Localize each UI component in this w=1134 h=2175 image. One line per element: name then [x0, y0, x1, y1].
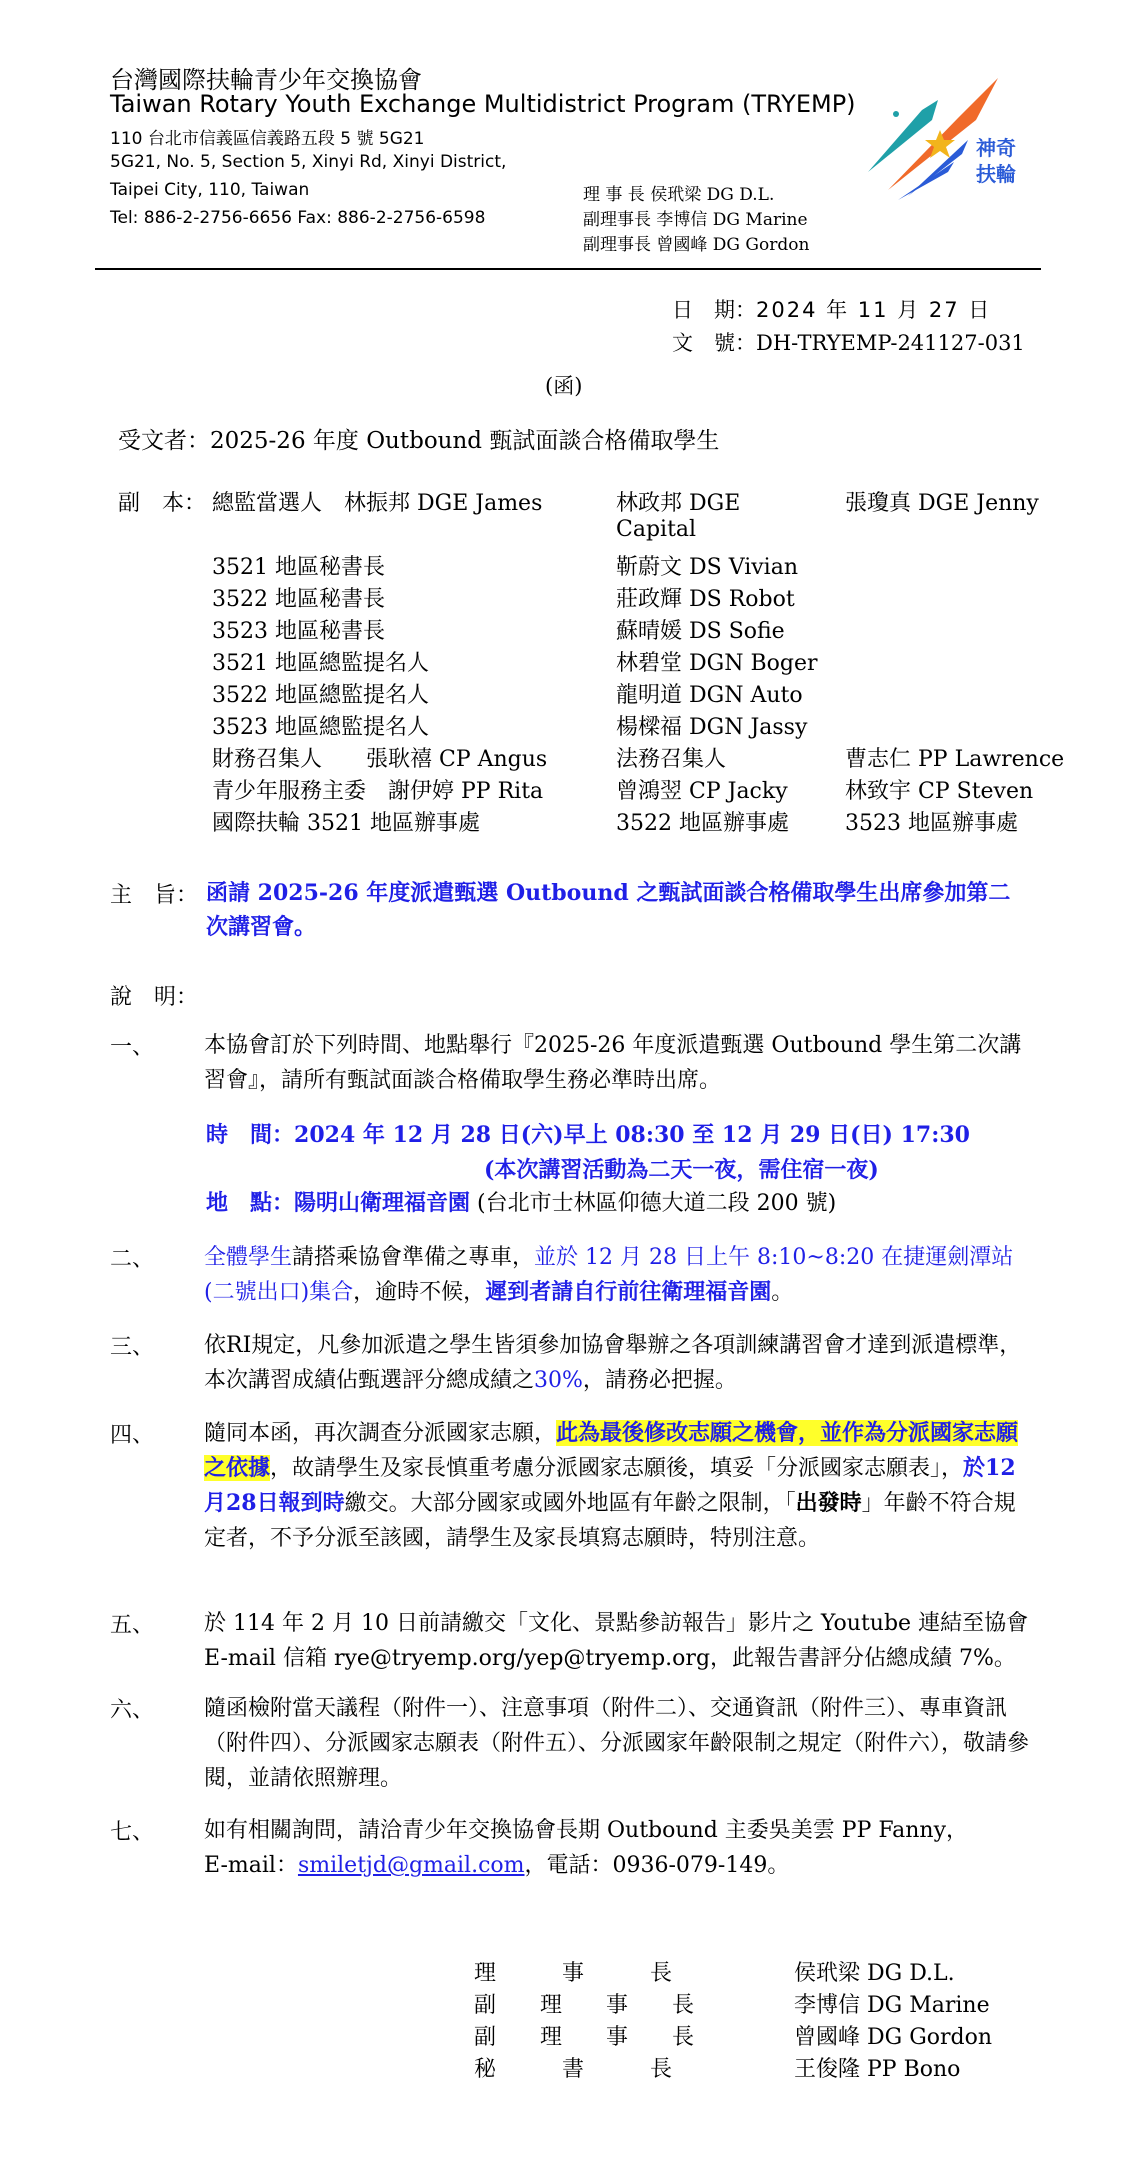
signature-title: 秘 書 長	[474, 2057, 673, 2082]
item-3-percentage: 30%	[534, 1368, 583, 1393]
item-3-text	[204, 1328, 1036, 1398]
signature-name: 曾國峰 DG Gordon	[794, 2025, 993, 2050]
address-line-1: 110 台北市信義區信義路五段 5 號 5G21	[110, 129, 425, 149]
time-note: (本次講習活動為二天一夜，需住宿一夜)	[484, 1157, 879, 1183]
item-2-all-students: 全體學生	[204, 1245, 293, 1270]
cc-entry: 曹志仁 PP Lawrence	[845, 747, 1065, 772]
item-7-email-label: E-mail：	[204, 1853, 298, 1878]
tryemp-logo	[858, 70, 1028, 210]
item-4-intro: 隨同本函，再次調查分派國家志願，	[204, 1421, 557, 1446]
item-4-number: 四、	[110, 1423, 155, 1448]
item-5-number: 五、	[110, 1613, 155, 1638]
item-4-age-intro: 繳交。大部分國家或國外地區有年齡之限制，「	[344, 1491, 796, 1516]
item-3-number: 三、	[110, 1335, 155, 1360]
time-value: 2024 年 12 月 28 日(六)早上 08:30 至 12 月 29 日(日) 17:30	[294, 1122, 970, 1148]
item-2-number: 二、	[110, 1247, 155, 1272]
cc-entry: 林政邦 DGE	[616, 491, 741, 516]
cc-entry: 國際扶輪 3521 地區辦事處	[212, 811, 480, 836]
logo-text-1: 神奇	[976, 136, 1016, 160]
date-line	[672, 294, 991, 324]
cc-entry: 林碧堂 DGN Boger	[616, 651, 818, 676]
cc-entry: Capital	[616, 517, 697, 542]
cc-label: 副 本：	[118, 491, 207, 516]
subject-label: 主 旨：	[110, 883, 199, 908]
item-2-text	[204, 1240, 1036, 1310]
header-divider	[95, 268, 1041, 270]
item-7-contact: 如有相關詢問，請洽青少年交換協會長期 Outbound 主委吳美雲 PP Fanny，	[204, 1818, 969, 1843]
item-5-text: 於 114 年 2 月 10 日前請繳交「文化、景點參訪報告」影片之 Youtube 連結至協會 E-mail 信箱 rye@tryemp.org/yep@tryemp.org，此報告書評分佔總成績 7%。	[204, 1611, 1029, 1671]
explanation-label: 說 明：	[110, 985, 199, 1010]
item-4-body: ，故請學生及家長慎重考慮分派國家志願後，填妥「分派國家志願表」，	[270, 1456, 964, 1481]
cc-entry: 青少年服務主委 謝伊婷 PP Rita	[212, 779, 544, 804]
cc-entry: 莊政輝 DS Robot	[616, 587, 795, 612]
cc-entry: 3521 地區秘書長	[212, 555, 385, 580]
event-place	[206, 1186, 836, 1217]
item-7-number: 七、	[110, 1820, 155, 1845]
signature-title: 副 理 事 長	[474, 1993, 695, 2018]
cc-entry: 靳蔚文 DS Vivian	[616, 555, 798, 580]
cc-entry: 張瓊真 DGE Jenny	[845, 491, 1039, 516]
cc-entry: 楊樑福 DGN Jassy	[616, 715, 808, 740]
item-3-body: 依RI規定，凡參加派遣之學生皆須參加協會舉辦之各項訓練講習會才達到派遣標準，本次講習成績佔甄選評分總成績之	[204, 1333, 1022, 1393]
signature-name: 李博信 DG Marine	[794, 1993, 990, 2018]
cc-entry: 3522 地區秘書長	[212, 587, 385, 612]
date-value: 2024 年 11 月 27 日	[756, 298, 992, 322]
item-2-no-wait: ，逾時不候，	[353, 1280, 486, 1305]
cc-entry: 3523 地區總監提名人	[212, 715, 429, 740]
event-time	[206, 1118, 970, 1149]
logo-text-2: 扶輪	[976, 162, 1016, 186]
address-line-3: Taipei City, 110, Taiwan	[110, 180, 310, 200]
cc-entry: 3521 地區總監提名人	[212, 651, 429, 676]
signature-title: 副 理 事 長	[474, 2025, 695, 2050]
letter-type: (函)	[545, 374, 583, 398]
cc-entry: 總監當選人 林振邦 DGE James	[212, 491, 543, 516]
doc-number-label: 文 號：	[672, 331, 756, 355]
subject-text: 函請 2025-26 年度派遣甄選 Outbound 之甄試面談合格備取學生出席參加第二次講習會。	[206, 880, 1011, 940]
item-2-end: 。	[771, 1280, 794, 1305]
org-name-zh: 台灣國際扶輪青少年交換協會	[110, 66, 422, 94]
cc-entry: 曾鴻翌 CP Jacky	[616, 779, 788, 804]
cc-entry: 蘇晴媛 DS Sofie	[616, 619, 785, 644]
cc-entry: 3522 地區辦事處	[616, 811, 789, 836]
item-6-number: 六、	[110, 1698, 155, 1723]
address-line-2: 5G21, No. 5, Section 5, Xinyi Rd, Xinyi District,	[110, 152, 507, 172]
doc-number-line	[672, 327, 1025, 357]
doc-number-value: DH-TRYEMP-241127-031	[756, 331, 1025, 355]
cc-entry: 3522 地區總監提名人	[212, 683, 429, 708]
item-1-text: 本協會訂於下列時間、地點舉行『2025-26 年度派遣甄選 Outbound 學生第二次講習會』，請所有甄試面談合格備取學生務必準時出席。	[204, 1033, 1022, 1093]
item-7-phone: ，電話：0936-079-149。	[524, 1853, 790, 1878]
item-4-highlight: 此為最後修改志願之機會，並作為分派國家志願之依據	[204, 1420, 1019, 1481]
item-6-text: 隨函檢附當天議程（附件一）、注意事項（附件二）、交通資訊（附件三）、專車資訊（附件四）、分派國家志願表（附件五）、分派國家年齡限制之規定（附件六），敬請參閱，並請依照辦理。	[204, 1696, 1030, 1791]
item-2-meeting-point: 並於 12 月 28 日上午 8:10~8:20 在捷運劍潭站(二號出口)集合	[204, 1245, 1014, 1305]
org-name-en: Taiwan Rotary Youth Exchange Multidistrict Program (TRYEMP)	[110, 90, 856, 118]
item-7-text	[204, 1813, 1036, 1883]
item-2-bus: 請搭乘協會準備之專車，	[292, 1245, 535, 1270]
item-4-deadline: 於12月28日報到時	[204, 1455, 1016, 1516]
place-address: (台北市士林區仰德大道二段 200 號)	[470, 1191, 837, 1216]
cc-entry: 3523 地區辦事處	[845, 811, 1018, 836]
signature-name: 王俊隆 PP Bono	[794, 2057, 961, 2082]
item-2-late-notice: 遲到者請自行前往衛理福音園	[485, 1279, 772, 1305]
time-label: 時 間：	[206, 1122, 295, 1148]
cc-entry: 法務召集人	[616, 747, 727, 772]
officer-vice-president-2: 副理事長 曾國峰 DG Gordon	[583, 235, 810, 255]
item-4-text	[204, 1416, 1036, 1556]
contact-line: Tel: 886-2-2756-6656 Fax: 886-2-2756-6598	[110, 208, 486, 228]
recipient: 受文者：2025-26 年度 Outbound 甄試面談合格備取學生	[118, 428, 720, 454]
item-1-number: 一、	[110, 1035, 155, 1060]
place-label: 地 點：	[206, 1190, 295, 1216]
date-label: 日 期：	[672, 298, 756, 322]
officer-president: 理 事 長 侯玳梁 DG D.L.	[583, 185, 775, 205]
officer-vice-president-1: 副理事長 李博信 DG Marine	[583, 210, 808, 230]
item-4-end: 」年齡不符合規定者，不予分派至該國，請學生及家長填寫志願時，特別注意。	[204, 1491, 1016, 1551]
cc-entry: 3523 地區秘書長	[212, 619, 385, 644]
signature-name: 侯玳梁 DG D.L.	[794, 1961, 955, 1986]
item-4-departure: 出發時	[795, 1490, 862, 1516]
signature-title: 理 事 長	[474, 1961, 673, 1986]
cc-entry: 龍明道 DGN Auto	[616, 683, 803, 708]
place-value: 陽明山衛理福音園	[294, 1190, 471, 1216]
cc-entry: 林致宇 CP Steven	[845, 779, 1034, 804]
cc-entry: 財務召集人 張耿禧 CP Angus	[212, 747, 548, 772]
item-3-end: ，請務必把握。	[582, 1368, 737, 1393]
contact-email-link[interactable]: smiletjd@gmail.com	[297, 1853, 525, 1878]
